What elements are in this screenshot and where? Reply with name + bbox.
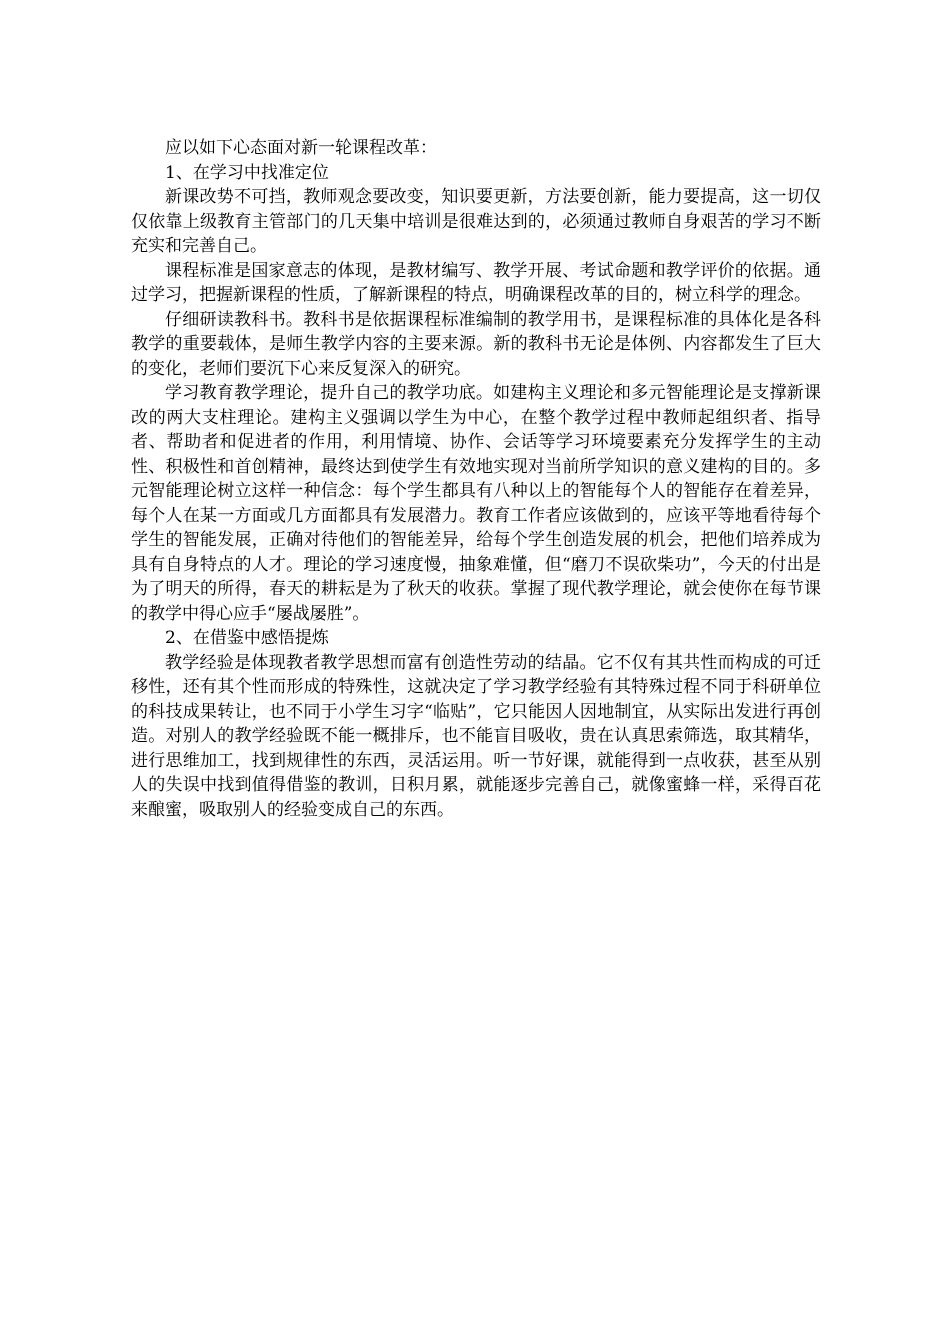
body-paragraph: 仔细研读教科书。教科书是依据课程标准编制的教学用书，是课程标准的具体化是各科教学的重要载体，是师生教学内容的主要来源。新的教科书无论是体例、内容都发生了巨大的变化，老师们要沉下心来反复深入的研究。: [131, 309, 821, 379]
section-heading-1: 1、在学习中找准定位: [165, 162, 329, 183]
body-paragraph: 学习教育教学理论，提升自己的教学功底。如建构主义理论和多元智能理论是支撑新课改的两大支柱理论。建构主义强调以学生为中心，在整个教学过程中教师起组织者、指导者、帮助者和促进者的作用，利用情境、协作、会话等学习环境要素充分发挥学生的主动性、积极性和首创精神，最终达到使学生有效地实现对当前所学知识的意义建构的目的。多元智能理论树立这样一种信念：每个学生都具有八种以上的智能每个人的智能存在着差异，每个人在某一方面或几方面都具有发展潜力。教育工作者应该做到的，应该平等地看待每个学生的智能发展，正确对待他们的智能差异，给每个学生创造发展的机会，把他们培养成为具有自身特点的人才。理论的学习速度慢，抽象难懂，但“磨刀不误砍柴功”，今天的付出是为了明天的所得，春天的耕耘是为了秋天的收获。掌握了现代教学理论，就会使你在每节课的教学中得心应手“屡战屡胜”。: [131, 383, 821, 624]
section-heading-2: 2、在借鉴中感悟提炼: [165, 628, 329, 648]
intro-line: 应以如下心态面对新一轮课程改革：: [165, 138, 437, 158]
document-body: [131, 136, 821, 822]
body-paragraph: 新课改势不可挡，教师观念要改变，知识要更新，方法要创新，能力要提高，这一切仅仅依靠上级教育主管部门的几天集中培训是很难达到的，必须通过教师自身艰苦的学习不断充实和完善自己。: [131, 187, 821, 256]
body-paragraph: 教学经验是体现教者教学思想而富有创造性劳动的结晶。它不仅有其共性而构成的可迁移性，还有其个性而形成的特殊性，这就决定了学习教学经验有其特殊过程不同于科研单位的科技成果转让，也不同于小学生习字“临贴”，它只能因人因地制宜，从实际出发进行再创造。对别人的教学经验既不能一概排斥，也不能盲目吸收，贵在认真思索筛选，取其精华，进行思维加工，找到规律性的东西，灵活运用。听一节好课，就能得到一点收获，甚至从别人的失误中找到值得借鉴的教训，日积月累，就能逐步完善自己，就像蜜蜂一样，采得百花来酿蜜，吸取别人的经验变成自己的东西。: [131, 652, 821, 820]
body-paragraph: 课程标准是国家意志的体现，是教材编写、教学开展、考试命题和教学评价的依据。通过学习，把握新课程的性质，了解新课程的特点，明确课程改革的目的，树立科学的理念。: [131, 260, 821, 305]
